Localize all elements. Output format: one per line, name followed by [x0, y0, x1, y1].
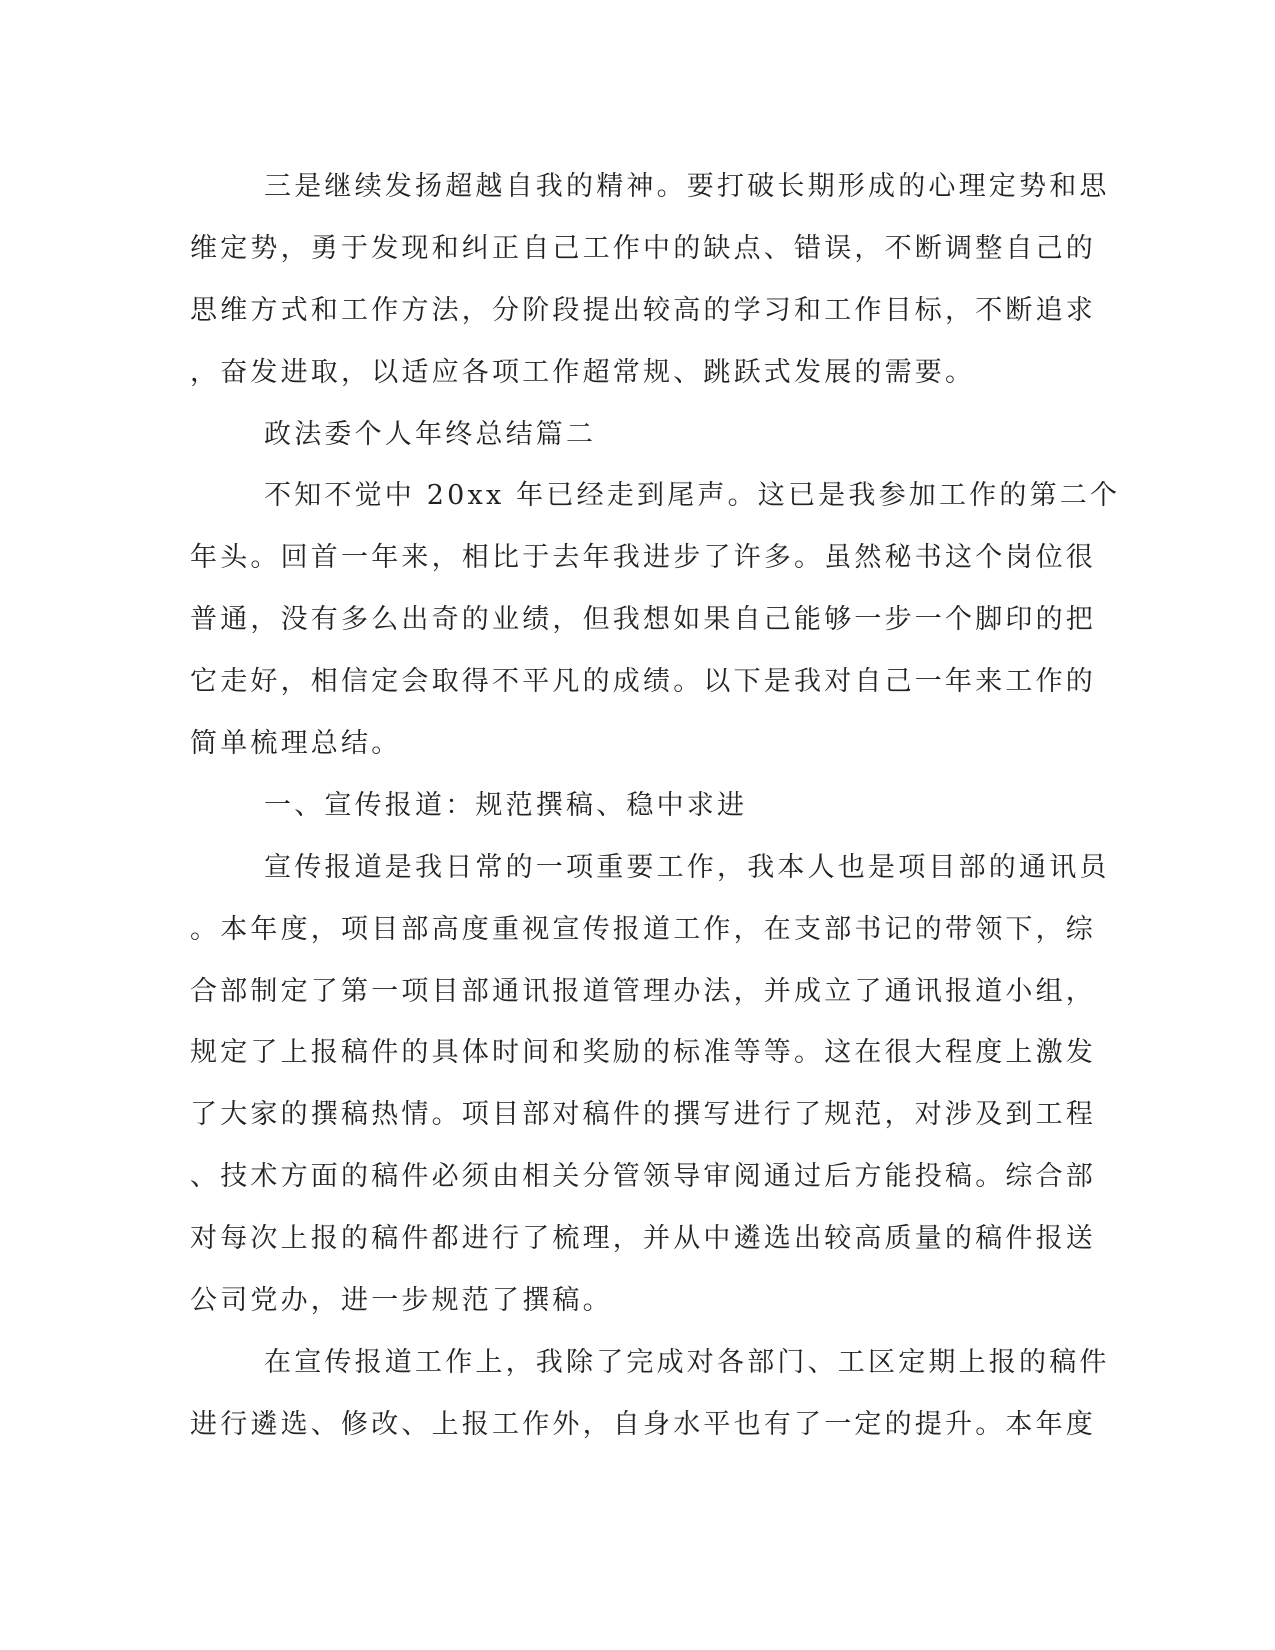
body-line: 年头。回首一年来，相比于去年我进步了许多。虽然秘书这个岗位很 — [190, 542, 1096, 574]
body-line: 维定势，勇于发现和纠正自己工作中的缺点、错误，不断调整自己的 — [190, 232, 1096, 264]
document-body — [190, 156, 1121, 1456]
body-line: 普通，没有多么出奇的业绩，但我想如果自己能够一步一个脚印的把 — [190, 604, 1096, 636]
body-line: 三是继续发扬超越自我的精神。要打破长期形成的心理定势和思 — [264, 171, 1110, 202]
body-line: 进行遴选、修改、上报工作外，自身水平也有了一定的提升。本年度 — [190, 1408, 1096, 1440]
body-line: 。本年度，项目部高度重视宣传报道工作，在支部书记的带领下，综 — [190, 913, 1096, 945]
body-line: 对每次上报的稿件都进行了梳理，并从中遴选出较高质量的稿件报送 — [190, 1223, 1096, 1255]
body-line: 宣传报道是我日常的一项重要工作，我本人也是项目部的通讯员 — [264, 851, 1110, 883]
body-line: 思维方式和工作方法，分阶段提出较高的学习和工作目标，不断追求 — [190, 294, 1096, 326]
body-line: 它走好，相信定会取得不平凡的成绩。以下是我对自己一年来工作的 — [190, 666, 1096, 698]
body-line: 不知不觉中 20xx 年已经走到尾声。这已是我参加工作的第二个 — [264, 480, 1121, 512]
body-line: ，奋发进取，以适应各项工作超常规、跳跃式发展的需要。 — [190, 356, 976, 388]
body-line: 公司党办，进一步规范了撰稿。 — [190, 1285, 613, 1317]
body-line: 简单梳理总结。 — [190, 728, 402, 760]
body-line: 合部制定了第一项目部通讯报道管理办法，并成立了通讯报道小组， — [190, 975, 1096, 1007]
body-line: 、技术方面的稿件必须由相关分管领导审阅通过后方能投稿。综合部 — [190, 1161, 1096, 1193]
section-heading: 政法委个人年终总结篇二 — [264, 418, 597, 450]
body-line: 规定了上报稿件的具体时间和奖励的标准等等。这在很大程度上激发 — [190, 1037, 1096, 1069]
subsection-heading: 一、宣传报道：规范撰稿、稳中求进 — [264, 789, 748, 821]
body-line: 在宣传报道工作上，我除了完成对各部门、工区定期上报的稿件 — [264, 1346, 1110, 1378]
body-line: 了大家的撰稿热情。项目部对稿件的撰写进行了规范，对涉及到工程 — [190, 1099, 1096, 1131]
